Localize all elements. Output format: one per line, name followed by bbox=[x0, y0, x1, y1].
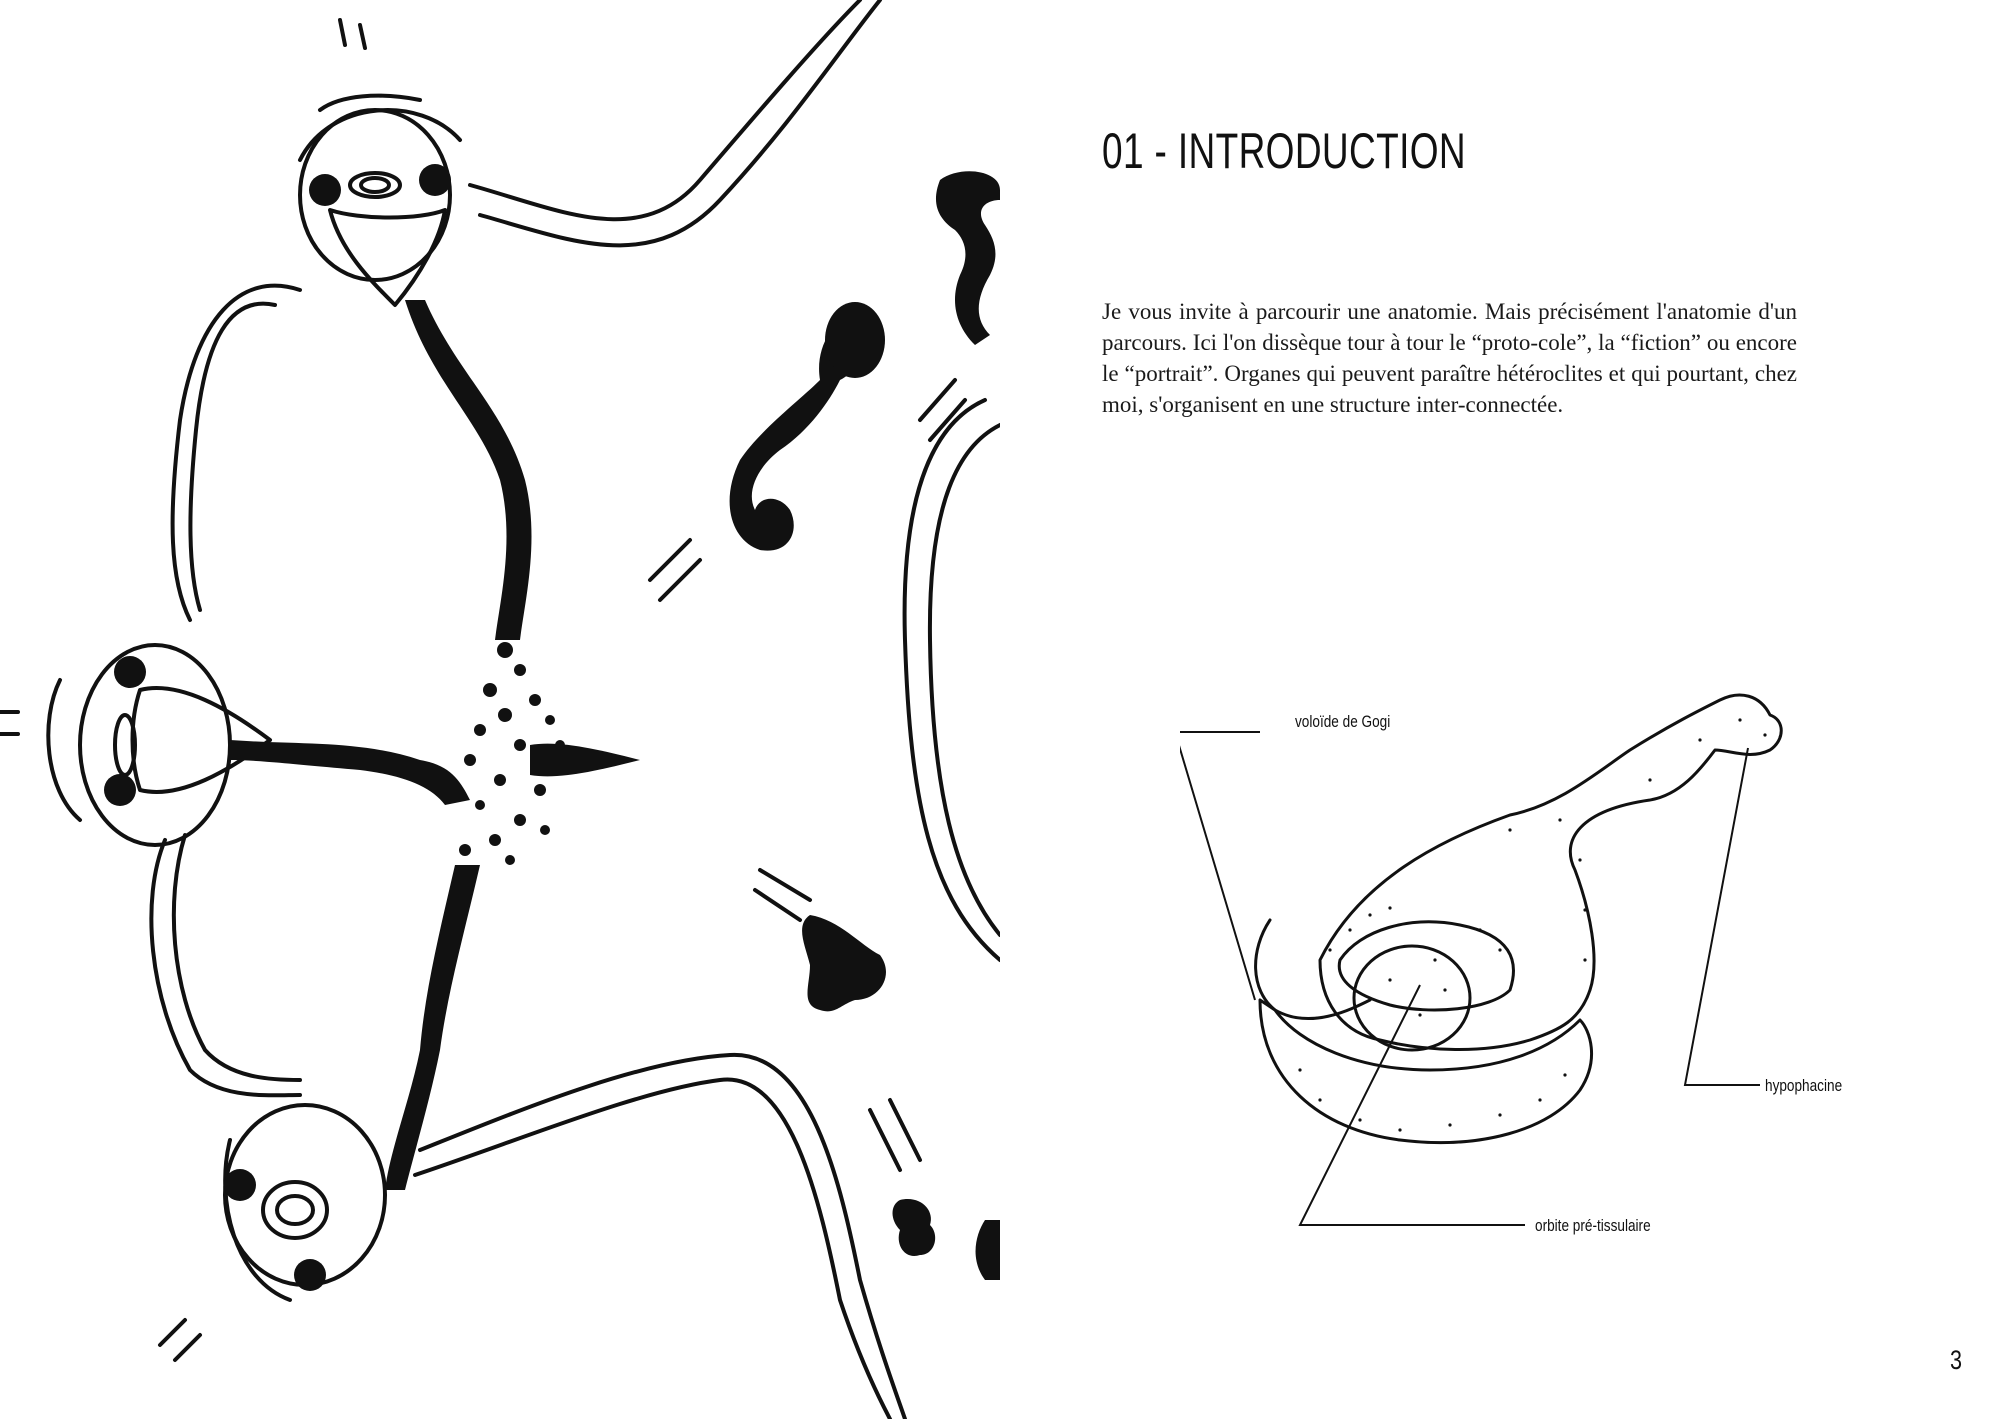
label-hypophacine: hypophacine bbox=[1765, 1076, 1843, 1095]
intro-paragraph: Je vous invite à parcourir une anatomie. Mais précisément l'anatomie d'un parcours. Ici l'on dissèque tour à tour le “proto-cole”, la “fiction” ou encore le “portrait”. Organes qui peuvent paraître hétéroclites et qui pourtant, chez moi, s'organisent en une structure inter-connectée. bbox=[1102, 299, 1797, 417]
section-title: 01 - INTRODUCTION bbox=[1102, 123, 1466, 179]
label-orbite: orbite pré-tissulaire bbox=[1535, 1216, 1651, 1235]
label-voloide: voloïde de Gogi bbox=[1295, 712, 1391, 731]
organ-diagram bbox=[1180, 660, 1880, 1280]
page-number: 3 bbox=[1950, 1345, 1963, 1375]
